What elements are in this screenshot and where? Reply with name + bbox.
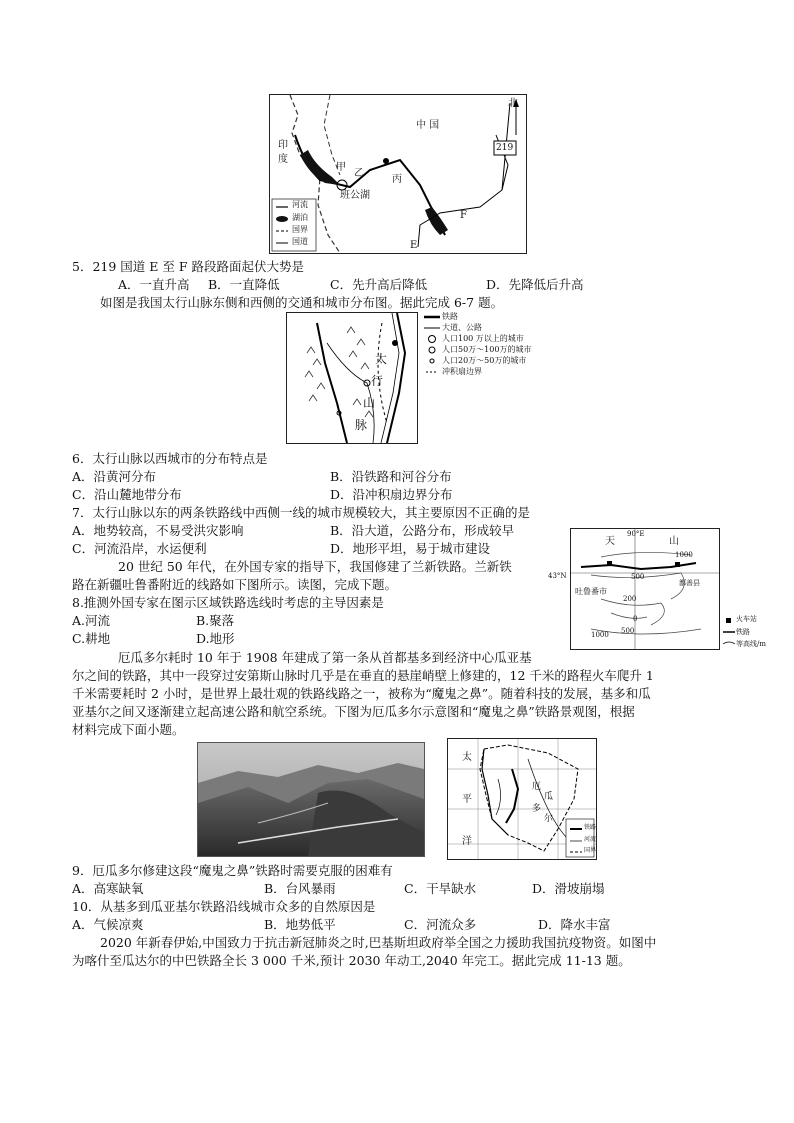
label-shan: 山 — [363, 396, 376, 410]
label-pacific-2: 平 — [462, 794, 472, 805]
label-hang: 行 — [371, 374, 384, 388]
contour-label-200: 200 — [623, 595, 637, 603]
q10-option-a: A．气候凉爽 — [72, 917, 144, 932]
q5-option-b: B．一直降低 — [208, 277, 280, 292]
legend-border: 国界 — [584, 847, 597, 854]
coastline — [482, 749, 508, 835]
label-43n: 43°N — [548, 572, 567, 580]
river-line-2 — [496, 779, 501, 815]
road-line — [381, 313, 399, 443]
intro-6-7: 如图是我国太行山脉东侧和西侧的交通和城市分布图。据此完成 6-7 题。 — [100, 295, 504, 310]
contour-label-500b: 500 — [621, 627, 635, 635]
q9-stem: 9．厄瓜多尔修建这段“魔鬼之鼻”铁路时需要克服的困难有 — [72, 863, 393, 878]
devils-nose-photo — [197, 742, 425, 857]
intro-9-line-3: 千米需要耗时 2 小时，是世界上最壮观的铁路线路之一，被称为“魔鬼之鼻”。随着科技的发展，基多和瓜 — [72, 686, 651, 701]
label-e: E — [410, 240, 418, 251]
map3-legend-symbols — [722, 616, 736, 650]
contour-label-1000: 1000 — [675, 551, 693, 559]
legend-lake: 湖泊 — [292, 213, 308, 222]
q5-option-d: D．先降低后升高 — [486, 277, 584, 292]
label-pacific-1: 太 — [462, 752, 472, 763]
contour-0 — [611, 613, 647, 618]
map2-legend-symbols — [422, 312, 442, 384]
map-figure-ecuador — [447, 738, 597, 860]
q6-option-a: A．沿黄河分布 — [72, 469, 157, 484]
intro-9-line-1: 厄瓜多尔耗时 10 年于 1908 年建成了第一条从首都基多到经济中心瓜亚基 — [118, 650, 532, 665]
river-line — [295, 135, 445, 235]
legend-city-50-100: 人口50万～100万的城市 — [442, 345, 532, 354]
q10-stem: 10．从基多到瓜亚基尔铁路沿线城市众多的自然原因是 — [72, 899, 376, 914]
legend-railway: 铁路 — [584, 824, 597, 831]
label-tian: 天 — [605, 536, 615, 547]
q9-option-c: C．干旱缺水 — [404, 881, 477, 896]
q8-stem: 8.推测外国专家在图示区域铁路选线时考虑的主导因素是 — [72, 595, 384, 610]
q10-option-d: D．降水丰富 — [538, 917, 611, 932]
intro-8-line-1: 20 世纪 50 年代，在外国专家的指导下，我国修建了兰新铁路。兰新铁 — [118, 559, 512, 574]
label-mai: 脉 — [355, 418, 368, 432]
legend-city-20-50: 人口20万～50万的城市 — [442, 356, 527, 365]
legend-national-road: 国道 — [292, 237, 308, 246]
intro-9-line-4: 亚基尔之间又逐渐建立起高速公路和航空系统。下图为厄瓜多尔示意图和“魔鬼之鼻”铁路景观图，根据 — [72, 704, 635, 719]
intro-9-line-2: 尔之间的铁路，其中一段穿过安第斯山脉时几乎是在垂直的悬崖峭壁上修建的，12 千米的路程火车爬升 1 — [72, 668, 654, 683]
label-shan: 山 — [669, 536, 679, 547]
label-yi: 乙 — [354, 168, 364, 179]
railway-line-2 — [317, 323, 347, 443]
q9-option-d: D．滑坡崩塌 — [532, 881, 605, 896]
contour-label-1000b: 1000 — [591, 631, 609, 639]
q8-option-d: D.地形 — [196, 631, 235, 646]
q6-option-d: D．沿冲积扇边界分布 — [330, 487, 453, 502]
map-figure-turpan — [570, 528, 720, 650]
label-90e: 90°E — [627, 530, 645, 538]
q8-option-a: A.河流 — [72, 613, 111, 628]
q5-stem: 5．219 国道 E 至 F 路段路面起伏大势是 — [72, 259, 304, 274]
railway-line — [387, 313, 405, 443]
q6-option-c: C．沿山麓地带分布 — [72, 487, 182, 502]
legend-railway: 铁路 — [736, 628, 750, 636]
legend-alluvial-fan: 冲积扇边界 — [442, 367, 482, 376]
legend-border: 国界 — [292, 225, 308, 234]
q10-option-b: B．地势低平 — [264, 917, 336, 932]
q7-option-b: B．沿大道，公路分布，形成较早 — [330, 523, 515, 538]
label-china: 中 国 — [416, 120, 440, 131]
legend-road: 大道、公路 — [442, 323, 482, 332]
q5-option-a: A．一直升高 — [118, 277, 190, 292]
label-pacific-3: 洋 — [462, 836, 472, 847]
intro-8-line-2: 路在新疆吐鲁番附近的线路如下图所示。读图，完成下题。 — [72, 577, 398, 592]
q10-option-c: C．河流众多 — [404, 917, 477, 932]
legend-contour: 等高线/m — [736, 640, 766, 648]
legend-river: 河流 — [584, 836, 597, 843]
label-jia: 甲 — [336, 162, 346, 173]
legend-station: 火车站 — [736, 615, 757, 623]
q8-option-c: C.耕地 — [72, 631, 111, 646]
legend-city-100: 人口100 万以上的城市 — [442, 334, 524, 343]
station-marker — [607, 561, 612, 566]
contour-label-0: 0 — [633, 615, 638, 623]
q6-stem: 6．太行山脉以西城市的分布特点是 — [72, 451, 268, 466]
label-north: 北 — [508, 98, 518, 109]
label-shanshan: 鄯善县 — [679, 579, 700, 587]
label-ecuador-4: 尔 — [544, 814, 554, 824]
label-bangong-lake: 班公湖 — [340, 190, 370, 201]
label-f: F — [460, 210, 467, 221]
q5-option-c: C．先升高后降低 — [330, 277, 428, 292]
legend-river: 河流 — [292, 200, 308, 209]
intro-11-line-2: 为喀什至瓜达尔的中巴铁路全长 3 000 千米,预计 2030 年动工,2040 年完工。据此完成 11-13 题。 — [72, 953, 631, 968]
q6-option-b: B．沿铁路和河谷分布 — [330, 469, 452, 484]
map-figure-bangong — [269, 94, 527, 254]
lake-shape-2 — [425, 207, 448, 235]
contour-label-500: 500 — [631, 573, 645, 581]
lake-shape — [300, 150, 340, 185]
devils-nose-photo-svg — [198, 743, 424, 856]
intro-9-line-5: 材料完成下面小题。 — [72, 722, 185, 737]
label-india-1: 印 — [278, 140, 288, 151]
q7-option-c: C．河流沿岸，水运便利 — [72, 541, 207, 556]
q9-option-a: A．高寒缺氧 — [72, 881, 144, 896]
q7-option-a: A．地势较高，不易受洪灾影响 — [72, 523, 244, 538]
label-india-2: 度 — [278, 154, 288, 165]
intro-11-line-1: 2020 年新春伊始,中国致力于抗击新冠肺炎之时,巴基斯坦政府举全国之力援助我国抗疫物资。如图中 — [100, 935, 657, 950]
railway-line — [506, 769, 518, 823]
q8-option-b: B.聚落 — [196, 613, 235, 628]
label-tai: 太 — [375, 352, 388, 366]
q7-stem: 7．太行山脉以东的两条铁路线中西侧一线的城市规模较大，其主要原因不正确的是 — [72, 505, 530, 520]
map-figure-taihang — [286, 312, 418, 444]
label-turpan: 吐鲁番市 — [575, 587, 607, 596]
label-ecuador-1: 厄 — [532, 782, 542, 792]
map-taihang-svg — [287, 313, 417, 443]
label-ecuador-2: 瓜 — [544, 792, 554, 802]
legend-railway: 铁路 — [442, 312, 458, 321]
label-road-219: 219 — [496, 143, 514, 153]
label-ecuador-3: 多 — [532, 804, 542, 814]
label-bing: 丙 — [392, 174, 402, 185]
q9-option-b: B．台风暴雨 — [264, 881, 336, 896]
q7-option-d: D．地形平坦，易于城市建设 — [330, 541, 491, 556]
